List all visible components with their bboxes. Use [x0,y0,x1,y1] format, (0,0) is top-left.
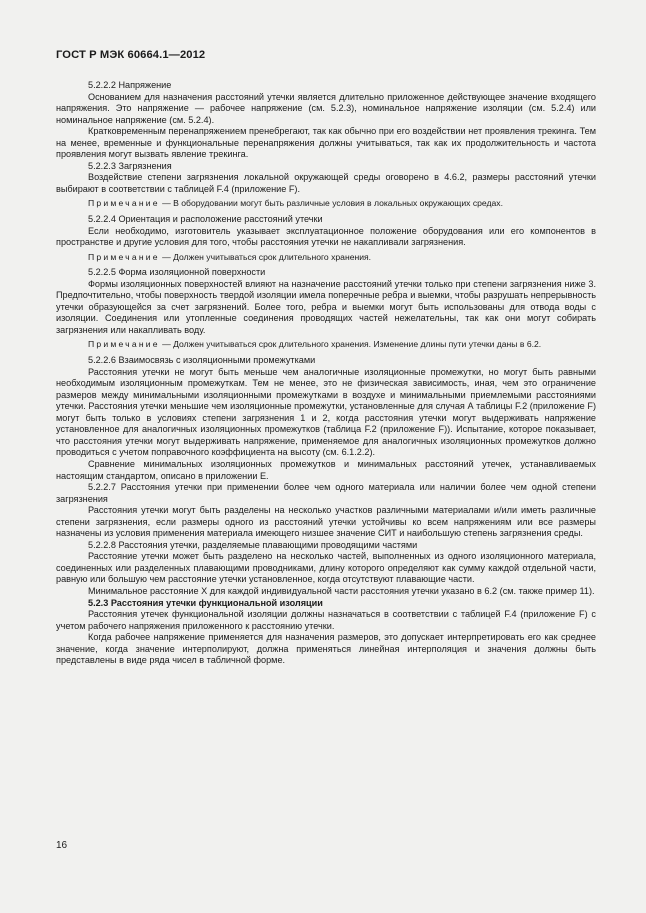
note-label: Примечание [88,339,160,350]
paragraph: Расстояния утечки не могут быть меньше чем аналогичные изоляционные промежутки, но могут быть равными необходимым изоляционным промежуткам. Тем не менее, это не физическая зависимость, иная, чем это ограничение размеров между минимальными изоляционными промежутками в воздухе и минимальными приемлемыми расстояниями утечки. Расстояния утечки меньшие чем изоляционные промежутки, установленные для случая А таблицы F.2 (приложение F) могут быть только в условиях степени загрязнения 1 и 2, когда расстояния утечки могут выдерживать напряжение установленное для аналогичных изоляционных промежутков (таблица F.2 (приложение F)). Испытание, которое показывает, что расстояния утечки могут выдерживать напряжение, применяемое для аналогичных изоляционных промежутков должно проводиться с учетом поправочного коэффициента на высоту (см. 6.1.2.2). [56,366,596,458]
section-heading: 5.2.2.4 Ориентация и расположение расстояний утечки [88,214,323,225]
document-header: ГОСТ Р МЭК 60664.1—2012 [56,49,206,61]
note-text: — Должен учитываться срок длительного хранения. Изменение длины пути утечки даны в 6.2. [159,339,542,350]
document-body [56,80,596,667]
paragraph: Сравнение минимальных изоляционных промежутков и минимальных расстояний утечек, устанавливаемых настоящим стандартом, описано в приложении Е. [56,458,596,481]
paragraph: Формы изоляционных поверхностей влияют на назначение расстояний утечки только при степени загрязнения ниже 3. Предпочтительно, чтобы поверхность твердой изоляции имела поперечные ребра и выемки, чтобы разрушать непрерывность утечки образующейся за счет загрязнений. Более того, ребра и выемки могут быть использованы для отвода воды с изоляции. Соединения или утопленные соединения проводящих частей нежелательны, так как они могут собирать загрязнения или накапливать воду. [56,278,596,335]
paragraph: 5.2.2.7 Расстояния утечки при применении более чем одного материала или наличии более чем одной степени загрязнения [56,482,596,504]
note-label: Примечание [88,198,160,209]
note [56,339,596,351]
section-heading: 5.2.2.6 Взаимосвязь с изоляционными промежутками [88,355,316,366]
paragraph: Когда рабочее напряжение применяется для назначения размеров, это допускает интерпретировать его как среднее значение, когда значение интерполируют, должна применяться линейная интерполяция и значения должны быть представлены в виде ряда чисел в табличной форме. [56,632,596,666]
paragraph: Расстояния утечки могут быть разделены на несколько участков различными материалами и/или иметь различные степени загрязнения, если размеры одного из расстояний утечки устойчивы ко всем напряжениям или все размеры назначены из условия применения материала имеющего низшее значение СИТ и наибольшую степень загрязнения среды. [56,505,596,539]
paragraph: Воздействие степени загрязнения локальной окружающей среды оговорено в 4.6.2, размеры расстояний утечки выбирают в соответствии с таблицей F.4 (приложение F). [56,172,596,194]
section-heading: 5.2.2.3 Загрязнения [88,160,172,171]
note-text: — В оборудовании могут быть различные условия в локальных окружающих средах. [159,198,503,209]
paragraph: Минимальное расстояние Х для каждой индивидуальной части расстояния утечки указано в 6.2 (см. также пример 11). [88,585,595,596]
paragraph: Расстояние утечки может быть разделено на несколько частей, выполненных из одного изоляционного материала, соединенных или разделенных плавающими проводниками, длину которого определяют как сумму каждой отдельной части, равную или большую чем расстояние утечки установленное, когда отсутствуют плавающие части. [56,551,596,585]
page-number: 16 [56,840,68,851]
note [56,252,596,264]
paragraph: Если необходимо, изготовитель указывает эксплуатационное положение оборудования или его компонентов в пространстве и другие условия для того, чтобы расстояния утечки не накапливали загрязнения. [56,225,596,248]
paragraph: Кратковременным перенапряжением пренебрегают, так как обычно при его воздействии нет проявления трекинга. Тем на менее, временные и функциональные перенапряжения должны учитываться, так как их продолжительность и частота проявления могут вызвать явление трекинга. [56,126,596,160]
paragraph: Основанием для назначения расстояний утечки является длительно приложенное действующее значение входящего напряжения. Это напряжение — рабочее напряжение (см. 5.2.3), номинальное напряжение изоляции (см. 5.2.4) или номинальное напряжение (см. 5.2.4). [56,91,596,125]
section-heading: 5.2.2.5 Форма изоляционной поверхности [88,267,266,278]
section-heading-bold: 5.2.3 Расстояния утечки функциональной изоляции [88,597,323,608]
section-heading: 5.2.2.8 Расстояния утечки, разделяемые плавающими проводящими частями [88,539,418,550]
section-heading: 5.2.2.2 Напряжение [88,80,172,90]
note-label: Примечание [88,251,160,262]
note-text: — Должен учитываться срок длительного хранения. [159,251,372,262]
note [56,198,596,210]
paragraph: Расстояния утечек функциональной изоляции должны назначаться в соответствии с таблицей F.4 (приложение F) с учетом рабочего напряжения приложенного к расстоянию утечки. [56,609,596,631]
